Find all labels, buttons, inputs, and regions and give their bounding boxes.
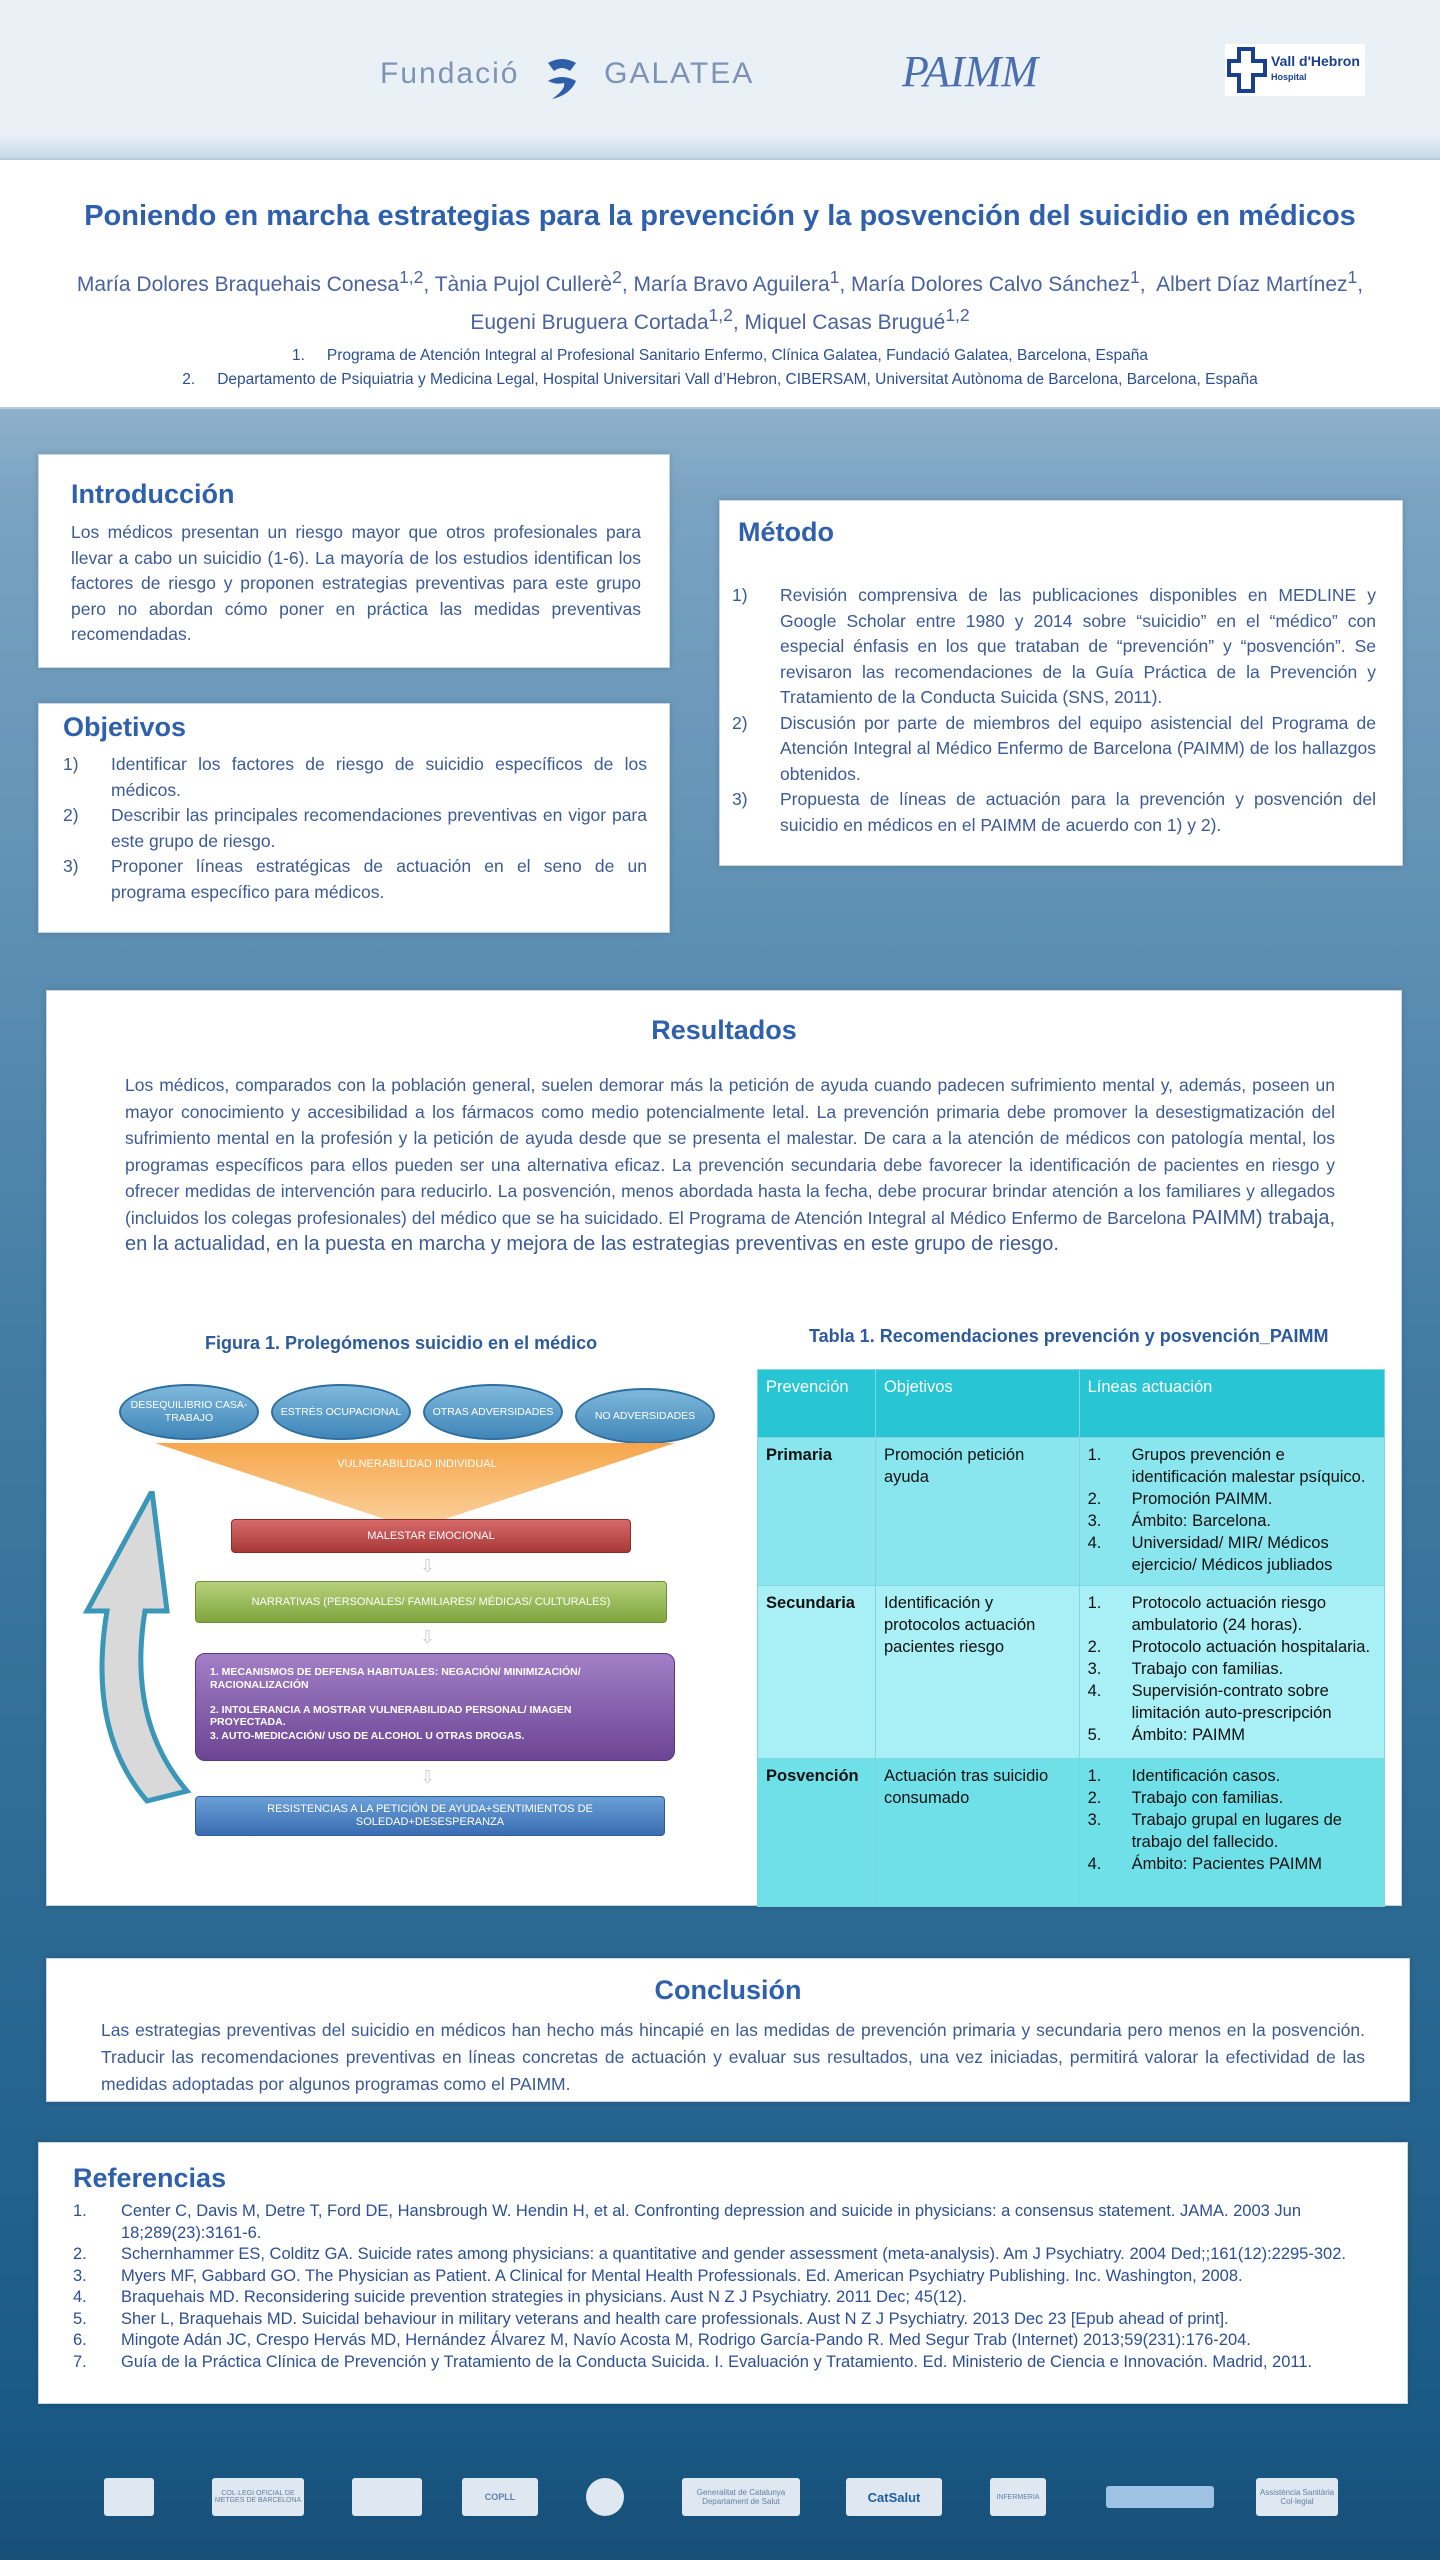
list-item: 3. Trabajo con familias. — [1087, 1660, 1284, 1678]
feedback-curved-arrow — [77, 1491, 197, 1811]
figure-title: Figura 1. Prolegómenos suicidio en el médico — [205, 1333, 598, 1353]
vh-line2: Hospital — [1271, 72, 1307, 82]
metodo-heading: Método — [738, 517, 834, 547]
introduccion-heading: Introducción — [71, 479, 235, 509]
referencias-heading: Referencias — [73, 2163, 227, 2193]
paimm-logo: PAIMM — [902, 47, 1039, 96]
figure-oval: DESEQUILIBRIO CASA-TRABAJO — [119, 1384, 259, 1440]
fundacio-galatea-logo — [380, 55, 754, 95]
authors — [70, 262, 1370, 338]
list-item: 3. Myers MF, Gabbard GO. The Physician as Patient. A Clinical for Mental Health Professionals. Ed. American Psychiatry Publishing. Inc. Washington, 2008. — [73, 2266, 1243, 2285]
objetivos-box — [38, 703, 670, 933]
author: María Dolores Calvo Sánchez$^1$, — [851, 267, 1157, 296]
table-cell: Actuación tras suicidio consumado — [875, 1759, 1079, 1907]
malestar-bar: MALESTAR EMOCIONAL — [231, 1519, 631, 1553]
list-item: 3) Propuesta de líneas de actuación para la prevención y posvención del suicidio en médicos en el PAIMM de acuerdo con 1) y 2). — [732, 789, 1376, 835]
introduccion-box — [38, 454, 670, 668]
list-item: 6. Mingote Adán JC, Crespo Hervás MD, Hernández Álvarez M, Navío Acosta M, Rodrigo García-Pando R. Med Segur Trab (Internet) 2013;59(231):176-204. — [73, 2331, 1251, 2349]
list-item: 3) Proponer líneas estratégicas de actuación en el seno de un programa específico para médicos. — [63, 856, 647, 902]
comb-logo-icon: COL·LEGI OFICIAL DE METGES DE BARCELONA — [212, 2478, 304, 2516]
poster-title: Poniendo en marcha estrategias para la prevención y la posvención del suicidio en médicos — [84, 200, 1356, 232]
purple-item: 2. INTOLERANCIA A MOSTRAR VULNERABILIDAD PERSONAL/ IMAGEN PROYECTADA. — [210, 1704, 572, 1728]
referencias-box — [38, 2142, 1408, 2404]
vulnerabilidad-label: VULNERABILIDAD INDIVIDUAL — [337, 1458, 497, 1470]
metodo-list — [732, 583, 1376, 838]
list-item: 4. Ámbito: Pacientes PAIMM — [1087, 1855, 1323, 1873]
author: Eugeni Bruguera Cortada$^{1,2}$, — [470, 305, 745, 334]
title-panel — [0, 158, 1440, 409]
purple-item: 1. MECANISMOS DE DEFENSA HABITUALES: NEGACIÓN/ MINIMIZACIÓN/ RACIONALIZACIÓN — [210, 1666, 581, 1691]
list-item: 7. Guía de la Práctica Clínica de Prevención y Tratamiento de la Conducta Suicida. I. Evaluación y Tratamiento. Ed. Ministerio de Ciencia e Innovación. Madrid, 2011. — [73, 2352, 1313, 2371]
objetivos-heading: Objetivos — [63, 712, 187, 742]
figure-oval: NO ADVERSIDADES — [575, 1388, 715, 1444]
recommendations-table — [757, 1369, 1385, 1907]
list-item: 3. Ámbito: Barcelona. — [1087, 1512, 1271, 1530]
table-cell: Secundaria — [758, 1586, 876, 1759]
conclusion-text: Las estrategias preventivas del suicidio en médicos han hecho más hincapié en las medidas de prevención primaria y secundaria pero menos en la posvención. Traducir las recomendaciones preventivas en líneas concretas de actuación y evaluar sus resultados, una vez iniciadas, permitirá valorar la efectividad de las medidas adoptadas por algunos programas como el PAIMM. — [101, 2020, 1365, 2094]
metodo-box — [719, 500, 1403, 866]
affiliation: 2. Departamento de Psiquiatria y Medicina Legal, Hospital Universitari Vall d’Hebron, CIBERSAM, Universitat Autònoma de Barcelona, Barcelona, España — [182, 371, 1258, 388]
figure-oval: OTRAS ADVERSIDADES — [423, 1384, 563, 1440]
referencias-list — [73, 2201, 1373, 2373]
author: Tània Pujol Cullerè$^2$, — [434, 267, 634, 296]
table-header-cell: Líneas actuación — [1079, 1370, 1384, 1438]
list-item: 4. Braquehais MD. Reconsidering suicide prevention strategies in physicians. Aust N Z J Psychiatry. 2011 Dec; 45(12). — [73, 2288, 967, 2306]
cross-logo-icon: INFERMERIA — [990, 2478, 1046, 2516]
arrow-down-icon: ⇩ — [420, 1767, 436, 1788]
introduccion-text: Los médicos presentan un riesgo mayor que otros profesionales para llevar a cabo un suicidio (1-6). La mayoría de los estudios identifican los factores de riesgo y proponen estrategias preventivas para este grupo pero no abordan cómo poner en práctica las medidas preventivas recomendadas. — [71, 522, 641, 644]
list-item: 3. Trabajo grupal en lugares de trabajo del fallecido. — [1087, 1811, 1342, 1851]
table-cell: Identificación y protocolos actuación pacientes riesgo — [875, 1586, 1079, 1759]
author: Albert Díaz Martínez$^1$, — [1156, 267, 1364, 296]
table-cell — [1079, 1759, 1384, 1907]
author: María Bravo Aguilera$^1$, — [633, 267, 852, 296]
list-item: 2. Schernhammer ES, Colditz GA. Suicide rates among physicians: a quantitative and gender assessment (meta-analysis). Am J Psychiatry. 2004 Ded;;161(12):2295-302. — [73, 2245, 1346, 2263]
author: María Dolores Braquehais Conesa$^{1,2}$, — [76, 267, 435, 296]
author: Miquel Casas Brugué$^{1,2}$ — [744, 305, 970, 334]
list-item: 2) Discusión por parte de miembros del equipo asistencial del Programa de Atención Integral al Médico Enfermo de Barcelona (PAIMM) de los hallazgos obtenidos. — [732, 712, 1376, 784]
narrativas-bar: NARRATIVAS (PERSONALES/ FAMILIARES/ MÉDICAS/ CULTURALES) — [195, 1581, 667, 1623]
list-item: 2. Trabajo con familias. — [1087, 1789, 1284, 1807]
list-item: 1) Identificar los factores de riesgo de suicidio específicos de los médicos. — [63, 754, 647, 800]
table-header-cell: Prevención — [758, 1370, 876, 1438]
list-item: 5. Ámbito: PAIMM — [1087, 1726, 1245, 1744]
table-row — [758, 1586, 1385, 1759]
table-cell: Primaria — [758, 1438, 876, 1586]
list-item: 2. Promoción PAIMM. — [1087, 1490, 1273, 1508]
vall-hebron-logo — [1225, 44, 1365, 96]
list-item: 4. Supervisión-contrato sobre limitación auto-prescripción — [1087, 1682, 1332, 1722]
purple-box — [195, 1653, 675, 1761]
resultados-heading: Resultados — [651, 1015, 797, 1045]
logo-galatea-text: GALATEA — [604, 56, 755, 90]
resistencias-bar: RESISTENCIAS A LA PETICIÓN DE AYUDA+SENTIMIENTOS DE SOLEDAD+DESESPERANZA — [195, 1796, 665, 1836]
table-row — [758, 1438, 1385, 1586]
asc-logo-icon: Assistència Sanitària Col·legial — [1256, 2478, 1338, 2516]
table-cell — [1079, 1586, 1384, 1759]
list-item: 1. Center C, Davis M, Detre T, Ford DE, Hansbrough W. Hendin H, et al. Confronting depression and suicide in physicians: a consensus statement. JAMA. 2003 Jun 18;289(23):3161-6. — [73, 2202, 1302, 2242]
list-item: 1) Revisión comprensiva de las publicaciones disponibles en MEDLINE y Google Scholar entre 1980 y 2014 sobre “suicidio” en el “médico” con especial énfasis en los que trataban de “prevención” y “posvención”. Se revisaron las recomendaciones de la Guía Práctica de la Prevención y Tratamiento de la Conducta Suicida (SNS, 2011). — [732, 585, 1376, 707]
seal-logo-icon — [586, 2478, 624, 2516]
institution-logo-icon — [352, 2478, 422, 2516]
galatea-emblem-icon — [544, 55, 580, 95]
list-item: 2. Protocolo actuación hospitalaria. — [1087, 1638, 1371, 1656]
conclusion-heading: Conclusión — [654, 1975, 802, 2005]
resultados-box — [46, 990, 1402, 1906]
table-cell — [1079, 1438, 1384, 1586]
purple-item: 3. AUTO-MEDICACIÓN/ USO DE ALCOHOL U OTRAS DROGAS. — [210, 1730, 525, 1742]
resultados-text: Los médicos, comparados con la población general, suelen demorar más la petición de ayuda cuando padecen sufrimiento mental y, además, poseen un mayor conocimiento y accesibilidad a los fármacos como medio potencialmente letal. La prevención primaria debe promover la desestigmatización del sufrimiento mental en la profesión y la petición de ayuda desde que se presenta el malestar. De cara a la atención de médicos con patología mental, los programas específicos para ellos pueden ser una alternativa eficaz. La prevención secundaria debe favorecer la identificación de pacientes en riesgo y ofrecer medidas de intervención para reducirlo. La posvención, menos abordada hasta la fecha, debe procurar brindar atención a los familiares y allegados (incluidos los colegas profesionales) del médico que se ha suicidado. El Programa de Atención Integral al Médico Enfermo de Barcelona PAIMM) trabaja, en la actualidad, en la puesta en marcha y mejora de las estrategias preventivas en este grupo de riesgo. — [125, 1075, 1335, 1255]
list-item: 1. Protocolo actuación riesgo ambulatorio (24 horas). — [1087, 1594, 1327, 1634]
objetivos-list — [63, 752, 647, 905]
blue-banner-logo-icon — [1106, 2486, 1214, 2508]
table-title: Tabla 1. Recomendaciones prevención y posvención_PAIMM — [809, 1326, 1329, 1346]
copll-logo-icon: COPLL — [462, 2478, 538, 2516]
institution-logo-icon — [104, 2478, 154, 2516]
table-cell: Promoción petición ayuda — [875, 1438, 1079, 1586]
list-item: 4. Universidad/ MIR/ Médicos ejercicio/ Médicos jubliados — [1087, 1534, 1333, 1574]
list-item: 1. Grupos prevención e identificación malestar psíquico. — [1087, 1446, 1366, 1486]
catsalut-logo-icon: CatSalut — [846, 2478, 942, 2516]
list-item: 1. Identificación casos. — [1087, 1767, 1281, 1785]
vh-line1: Vall d'Hebron — [1271, 53, 1360, 69]
affiliations — [60, 344, 1380, 392]
list-item: 5. Sher L, Braquehais MD. Suicidal behaviour in military veterans and health care professionals. Aust N Z J Psychiatry. 2013 Dec 23 [Epub ahead of print]. — [73, 2309, 1229, 2328]
table-header-cell: Objetivos — [875, 1370, 1079, 1438]
affiliation: 1. Programa de Atención Integral al Profesional Sanitario Enfermo, Clínica Galatea, Fundació Galatea, Barcelona, España — [291, 347, 1149, 364]
arrow-down-icon: ⇩ — [420, 1556, 436, 1577]
table-header-row — [758, 1370, 1385, 1438]
table-cell: Posvención — [758, 1759, 876, 1907]
logo-fundacio-text: Fundació — [380, 56, 520, 90]
vall-hebron-cross-icon — [1227, 47, 1267, 93]
arrow-down-icon: ⇩ — [420, 1627, 436, 1648]
conclusion-box — [46, 1958, 1410, 2102]
list-item: 2) Describir las principales recomendaciones preventivas en vigor para este grupo de riesgo. — [63, 805, 647, 851]
table-row — [758, 1759, 1385, 1907]
figure-oval: ESTRÉS OCUPACIONAL — [271, 1384, 411, 1440]
generalitat-logo-icon: Generalitat de Catalunya Departament de Salut — [682, 2478, 800, 2516]
